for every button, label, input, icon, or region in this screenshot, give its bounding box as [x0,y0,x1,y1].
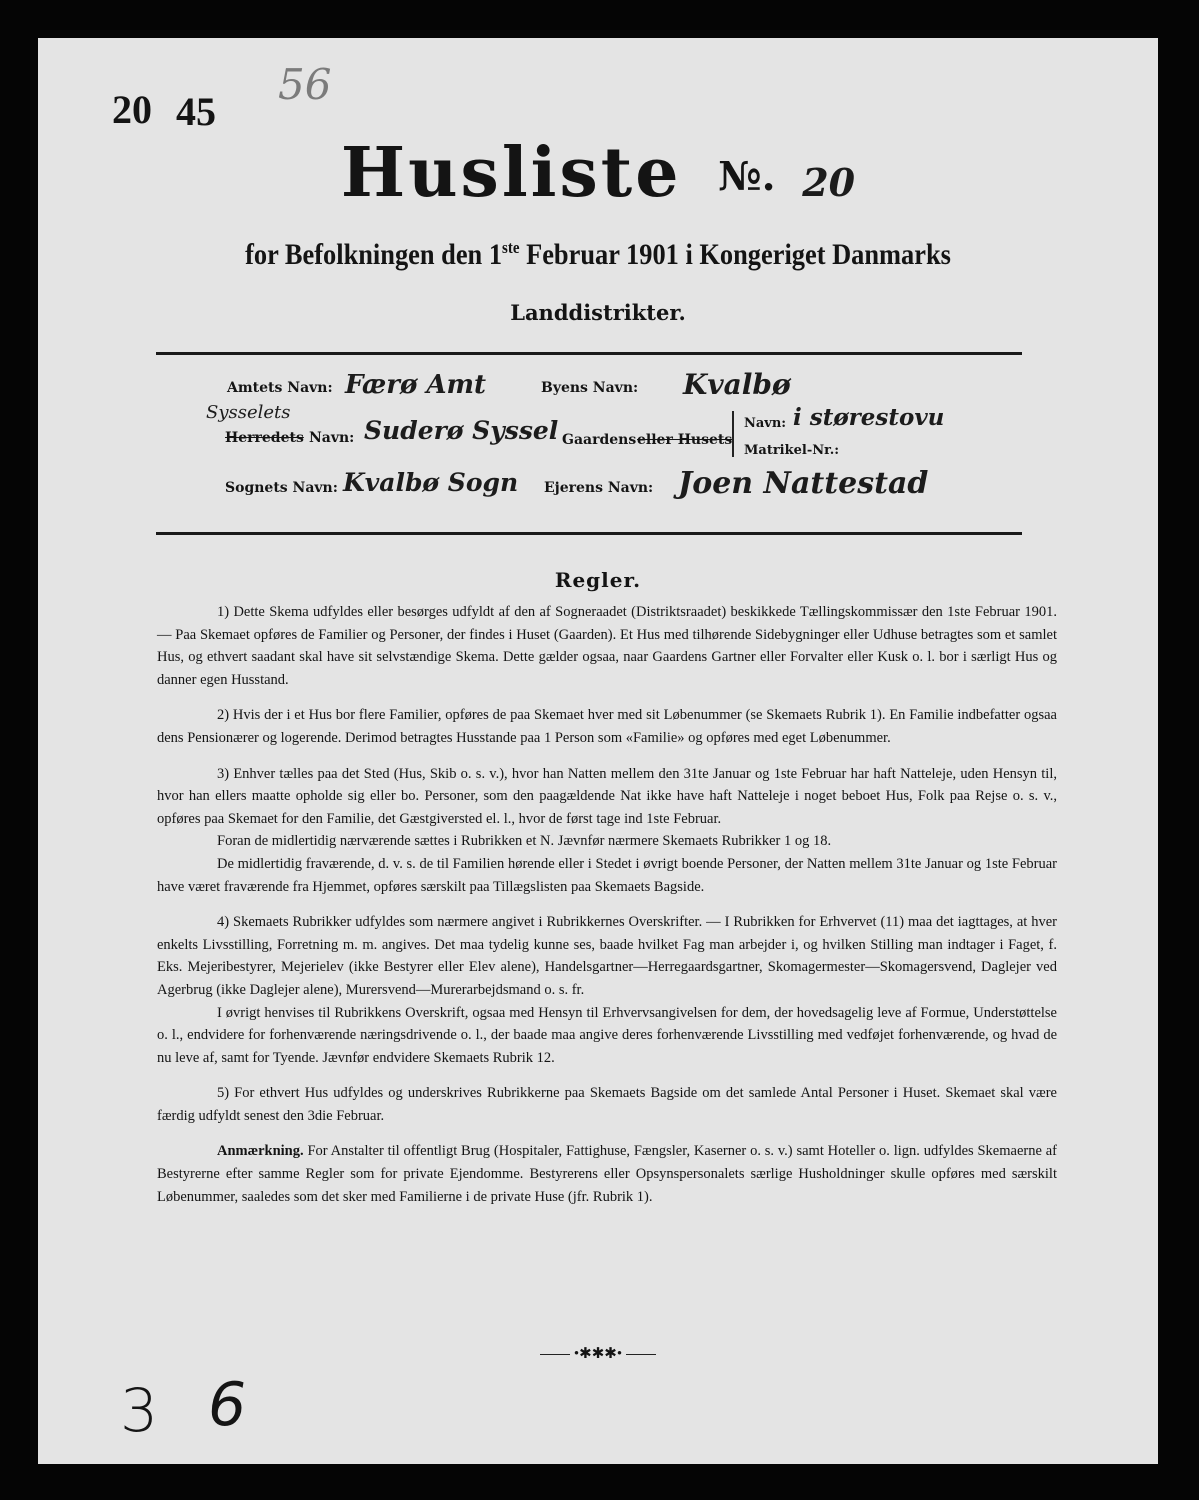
footer-number-digit-1: 3 [120,1376,159,1446]
district-label: Landdistrikter. [510,300,686,325]
sogn-value: Kvalbø Sogn [343,468,519,497]
gaard-label: Gaardens [562,432,637,448]
rule-5: 5) For ethvert Hus udfyldes og underskrives Rubrikkerne paa Skemaets Bagside om det samlede Antal Personer i Huset. Skemaet skal være færdig udfyldt senest den 3die Februar. [157,1085,1057,1124]
rules-body [157,601,1057,1208]
note-label: Anmærkning. [217,1143,304,1160]
title-number-value: 20 [802,160,856,205]
census-form-page [38,38,1158,1464]
rule-3b: Foran de midlertidig nærværende sættes i Rubrikken et N. Jævnfør nærmere Skemaets Rubrikker 1 og 18. [217,833,832,850]
ornament [38,1344,1158,1363]
rule-2: 2) Hvis der i et Hus bor flere Familier, opføres de paa Skemaet hver med sit Løbenummer (se Skemaets Rubrik 1). En Familie indbefatter ogsaa dens Pensionærer og logerende. Derimod betragtes Husstande paa 1 Person som «Familie» og opføres med eget Løbenummer. [157,707,1057,746]
pencil-number: 56 [278,60,332,109]
note-text: For Anstalter til offentligt Brug (Hospitaler, Fattighuse, Fængsler, Kaserner o. s. v.) samt Hoteller o. lign. udfyldes Skemaerne af Bestyrerne efter samme Regler som for private Ejendomme. Bestyrerens eller Opsynspersonalets særlige Husholdninger skulle opføres med særskilt Løbenummer, saaledes som det sker med Familierne i de private Huse (jfr. Rubrik 1). [157,1143,1058,1205]
gaard-navn-value: i størestovu [793,404,945,431]
ejer-label: Ejerens Navn: [544,480,654,496]
subtitle-sup: ste [502,238,520,257]
ornament-line-left [540,1354,570,1355]
gaard-bracket [732,411,734,457]
rule-3c: De midlertidig fraværende, d. v. s. de til Familien hørende eller i Stedet i øvrigt boende Personer, der Natten mellem 31te Januar og 1ste Februar have været fraværende fra Hjemmet, opføres særskilt paa Tillægslisten paa Skemaets Bagside. [157,855,1057,895]
rules-heading: Regler. [554,568,642,592]
rule-4: 4) Skemaets Rubrikker udfyldes som nærmere angivet i Rubrikkernes Overskrifter. — I Rubrikken for Erhvervet (11) maa det iagttages, at hver enkelts Livsstilling, Forretning m. m. angives. Det maa tydelig kunne ses, baade hvilket Fag man arbejder i, og hvilken Stilling man indtager i Faget, f. Eks. Mejeribestyrer, Mejerielev (ikke Bestyrer eller Elev alene), Handelsgartner—Herregaardsgartner, Skomagermester—Skomagersvend, Daglejer ved Agerbrug (ikke Daglejer alene), Murersvend—Murerarbejdsmand o. s. fr. [157,914,1057,998]
form-subtitle [105,238,1091,272]
gaard-navn-label: Navn: [744,416,787,431]
rule-note [157,1140,1057,1208]
form-number-right: 45 [176,89,216,134]
gaard-label-struck: eller Husets [637,432,733,448]
ejer-value: Joen Nattestad [678,466,929,501]
by-label: Byens Navn: [541,380,639,396]
subtitle-text-1: for Befolkningen den 1 [245,238,503,271]
syssel-handwritten: Sysselets [206,402,291,423]
ornament-line-right [626,1354,656,1355]
title-number-label: №. [718,153,776,200]
herred-label: Navn: [309,430,355,446]
amt-label: Amtets Navn: [227,380,333,396]
matrikel-label: Matrikel-Nr.: [744,443,840,458]
ornament-glyphs: •✱✱✱• [573,1346,623,1362]
amt-value: Færø Amt [345,370,487,400]
footer-number-digit-2: 6 [208,1370,247,1440]
middle-divider [156,532,1022,535]
herred-label-struck: Herredets [225,430,304,446]
rule-4b: I øvrigt henvises til Rubrikkens Overskrift, ogsaa med Hensyn til Erhvervsangivelsen for dem, der hovedsagelig leve af Formue, Understøttelse o. l., endvidere for forhenværende næringsdrivende o. l., der baade maa angive deres forhenværende Livsstilling med vedføjet forhenværende, og hvad de nu leve af, samt for Tyende. Jævnfør endvidere Skemaets Rubrik 12. [157,1004,1057,1066]
subtitle-text-2: Februar 1901 i Kongeriget Danmarks [526,238,951,271]
rule-3: 3) Enhver tælles paa det Sted (Hus, Skib o. s. v.), hvor han Natten mellem den 31te Januar og 1ste Februar har haft Natteleje, uden Hensyn til, hvor han ellers maatte opholde sig eller bo. Personer, som den paagældende Nat ikke have haft Natteleje i noget beboet Hus, Folk paa Rejse o. s. v., opføres paa Skemaet for den Familie, det Gæstgiversted el. l., hvor de først tage ind 1ste Februar. [157,765,1057,827]
form-title [38,133,1158,213]
top-divider [156,352,1022,355]
by-value: Kvalbø [683,368,791,401]
sogn-label: Sognets Navn: [225,480,338,496]
rule-1: 1) Dette Skema udfyldes eller besørges udfyldt af den af Sogneraadet (Distriktsraadet) beskikkede Tællingskommissær den 1ste Februar 1901. — Paa Skemaet opføres de Familier og Personer, der findes i Huset (Gaarden). Et Hus med tilhørende Sidebygninger eller Udhuse betragtes som et samlet Hus, og ethvert saadant skal have sit selvstændige Skema. Dette gælder ogsaa, naar Gaardens Gartner eller Forvalter eller Kusk o. l. bor i særligt Hus og danner egen Husstand. [157,604,1057,688]
herred-value: Suderø Syssel [364,416,559,445]
form-number-left: 20 [112,87,152,132]
title-main: Husliste [340,133,682,213]
